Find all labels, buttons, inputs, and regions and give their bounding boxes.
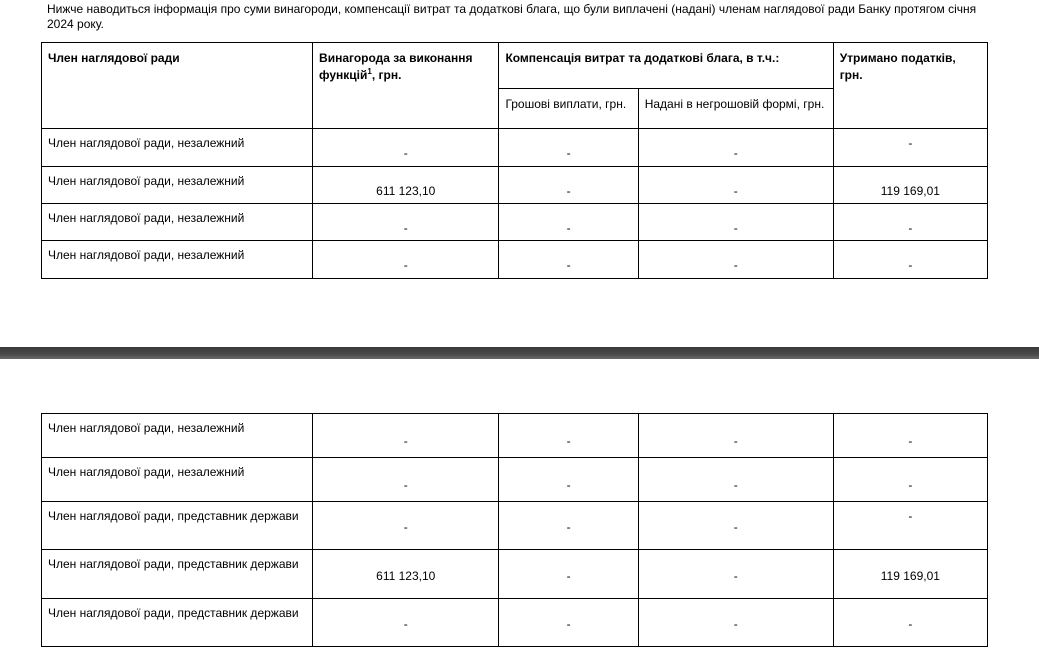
cell-member: Член наглядової ради, незалежний [42,129,313,167]
cell-non-cash: - [638,502,833,550]
header-cash: Грошові виплати, грн. [499,89,638,129]
cell-taxes: - [833,241,987,279]
cell-member: Член наглядової ради, незалежний [42,167,313,204]
header-non-cash: Надані в негрошовій формі, грн. [638,89,833,129]
header-member: Член наглядової ради [42,43,313,129]
cell-remuneration: 611 123,10 [313,167,499,204]
cell-member: Член наглядової ради, незалежний [42,458,313,502]
table-row [42,167,988,204]
cell-member: Член наглядової ради, представник держави [42,599,313,647]
cell-cash: - [499,599,638,647]
cell-member: Член наглядової ради, представник держави [42,550,313,599]
cell-cash: - [499,414,638,458]
header-remuneration-text: Винагорода за виконання функцій [319,51,473,82]
table-row [42,414,988,458]
cell-cash: - [499,167,638,204]
cell-remuneration: - [313,204,499,241]
table-row [42,241,988,279]
cell-member: Член наглядової ради, представник держави [42,502,313,550]
intro-paragraph: Нижче наводиться інформація про суми винагороди, компенсації витрат та додаткові блага, що були виплачені (надані) членам наглядової ради Банку протягом січня 2024 року. [47,2,977,31]
header-taxes: Утримано податків, грн. [833,43,987,129]
cell-taxes: - [833,129,987,167]
cell-cash: - [499,502,638,550]
table-row [42,502,988,550]
cell-non-cash: - [638,414,833,458]
cell-non-cash: - [638,599,833,647]
cell-remuneration: - [313,241,499,279]
cell-remuneration: - [313,458,499,502]
cell-remuneration: - [313,129,499,167]
cell-non-cash: - [638,550,833,599]
cell-cash: - [499,129,638,167]
remuneration-table-page1 [41,42,988,279]
cell-taxes: - [833,204,987,241]
table-row [42,458,988,502]
cell-non-cash: - [638,167,833,204]
cell-taxes: - [833,458,987,502]
cell-taxes: - [833,502,987,550]
cell-remuneration: 611 123,10 [313,550,499,599]
footnote-marker: 1 [367,67,372,76]
cell-cash: - [499,204,638,241]
cell-member: Член наглядової ради, незалежний [42,204,313,241]
cell-non-cash: - [638,204,833,241]
cell-non-cash: - [638,458,833,502]
cell-member: Член наглядової ради, незалежний [42,414,313,458]
cell-non-cash: - [638,129,833,167]
table-row [42,550,988,599]
cell-taxes: 119 169,01 [833,550,987,599]
cell-cash: - [499,458,638,502]
cell-non-cash: - [638,241,833,279]
header-compensation: Компенсація витрат та додаткові блага, в т.ч.: [499,43,833,89]
cell-taxes: - [833,414,987,458]
table-row [42,204,988,241]
cell-taxes: - [833,599,987,647]
remuneration-table-page2 [41,413,988,647]
cell-taxes: 119 169,01 [833,167,987,204]
cell-remuneration: - [313,599,499,647]
page-break-separator [0,347,1039,359]
cell-cash: - [499,550,638,599]
header-remuneration-unit: , грн. [371,68,402,82]
cell-remuneration: - [313,414,499,458]
table-row [42,599,988,647]
cell-member: Член наглядової ради, незалежний [42,241,313,279]
header-remuneration [313,43,499,129]
cell-cash: - [499,241,638,279]
table-row [42,129,988,167]
cell-remuneration: - [313,502,499,550]
